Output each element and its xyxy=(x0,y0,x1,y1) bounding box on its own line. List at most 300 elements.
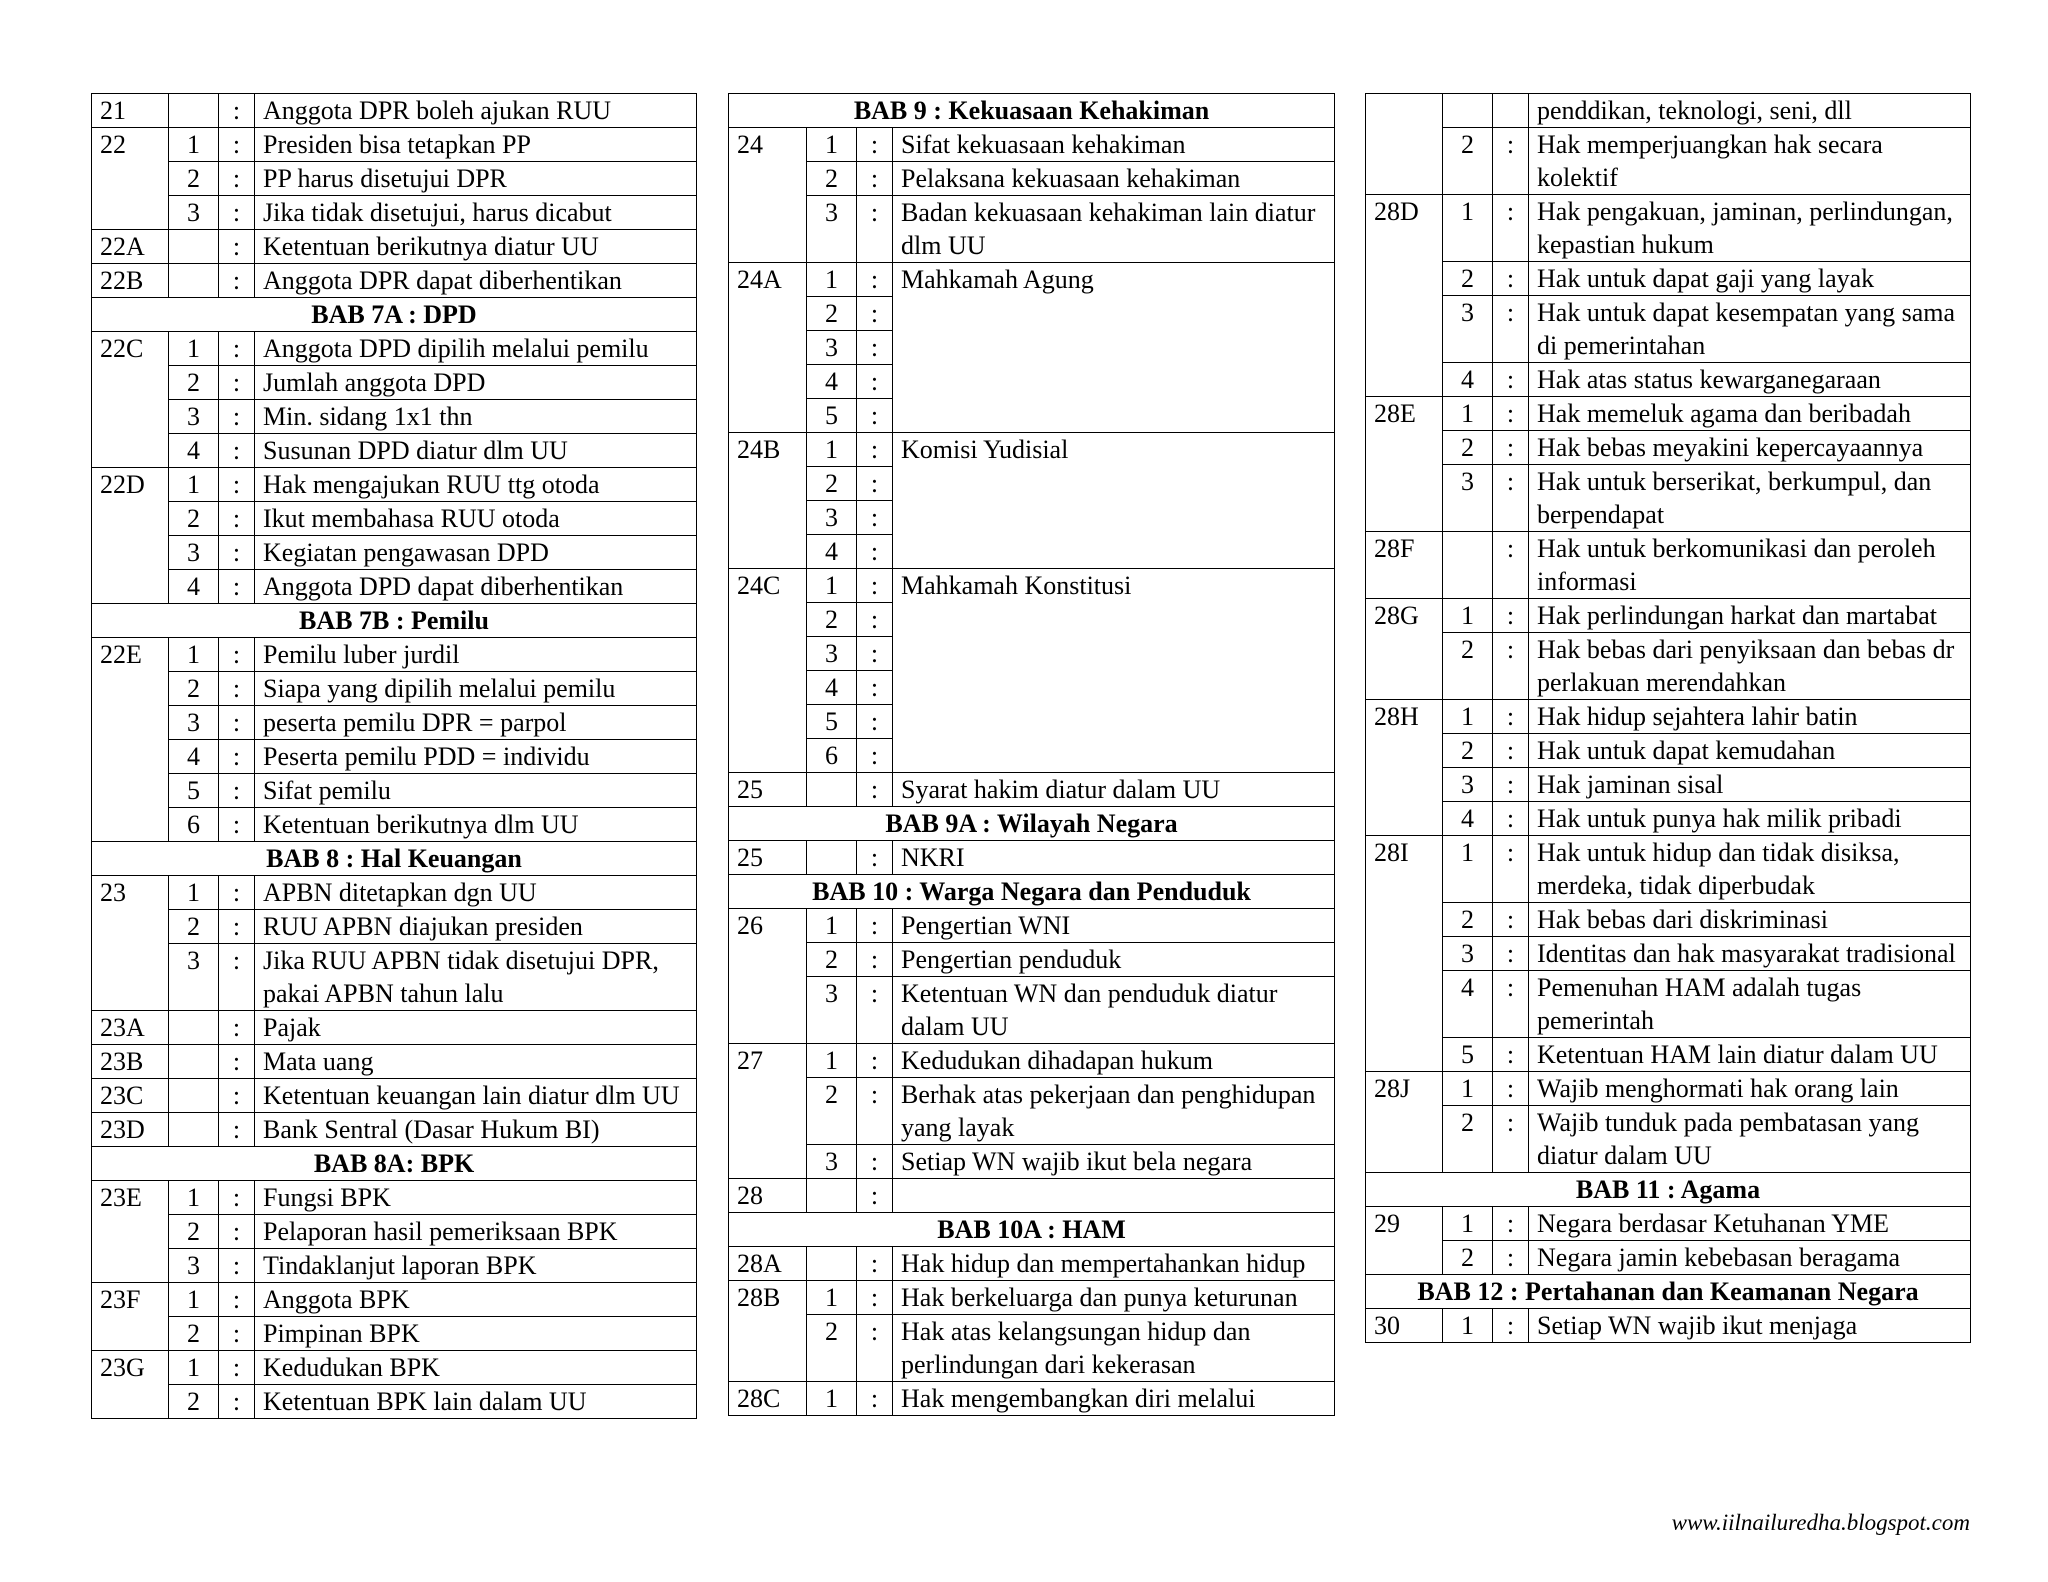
ayat-number xyxy=(1443,94,1493,128)
ayat-number: 3 xyxy=(807,196,857,263)
ayat-number: 1 xyxy=(169,468,219,502)
separator-colon: : xyxy=(857,263,893,297)
separator-colon: : xyxy=(219,672,255,706)
chapter-heading: BAB 12 : Pertahanan dan Keamanan Negara xyxy=(1366,1275,1971,1309)
ayat-number: 2 xyxy=(807,943,857,977)
ayat-number: 3 xyxy=(807,637,857,671)
chapter-heading: BAB 7B : Pemilu xyxy=(92,604,697,638)
ayat-number xyxy=(169,1113,219,1147)
article-description: Negara berdasar Ketuhanan YME xyxy=(1529,1207,1971,1241)
article-description: Presiden bisa tetapkan PP xyxy=(255,128,697,162)
separator-colon: : xyxy=(857,535,893,569)
ayat-number: 3 xyxy=(1443,937,1493,971)
separator-colon: : xyxy=(857,1281,893,1315)
separator-colon: : xyxy=(1493,532,1529,599)
ayat-number: 2 xyxy=(807,467,857,501)
separator-colon: : xyxy=(219,434,255,468)
ayat-number: 1 xyxy=(1443,1207,1493,1241)
table-row xyxy=(729,943,1335,977)
article-description: Anggota DPD dipilih melalui pemilu xyxy=(255,332,697,366)
article-description: Hak untuk dapat kemudahan xyxy=(1529,734,1971,768)
separator-colon: : xyxy=(219,536,255,570)
separator-colon: : xyxy=(1493,1106,1529,1173)
ayat-number: 2 xyxy=(1443,734,1493,768)
pasal-number: 28G xyxy=(1366,599,1443,700)
article-description: Hak memeluk agama dan beribadah xyxy=(1529,397,1971,431)
ayat-number xyxy=(807,841,857,875)
article-description xyxy=(893,1179,1335,1213)
ayat-number: 1 xyxy=(1443,1072,1493,1106)
article-description: Hak hidup sejahtera lahir batin xyxy=(1529,700,1971,734)
table-row xyxy=(729,1281,1335,1315)
article-description: Tindaklanjut laporan BPK xyxy=(255,1249,697,1283)
table-row xyxy=(729,909,1335,943)
article-description: Anggota DPD dapat diberhentikan xyxy=(255,570,697,604)
table-row xyxy=(92,808,697,842)
pasal-number: 22B xyxy=(92,264,169,298)
ayat-number: 3 xyxy=(169,196,219,230)
ayat-number xyxy=(169,1011,219,1045)
chapter-heading: BAB 11 : Agama xyxy=(1366,1173,1971,1207)
pasal-number: 22 xyxy=(92,128,169,230)
article-description: Wajib menghormati hak orang lain xyxy=(1529,1072,1971,1106)
article-description: Hak untuk dapat kesempatan yang sama di pemerintahan xyxy=(1529,296,1971,363)
article-description: Hak atas status kewarganegaraan xyxy=(1529,363,1971,397)
article-description: Ketentuan berikutnya diatur UU xyxy=(255,230,697,264)
article-description: Wajib tunduk pada pembatasan yang diatur dalam UU xyxy=(1529,1106,1971,1173)
separator-colon: : xyxy=(857,977,893,1044)
ayat-number: 1 xyxy=(807,433,857,467)
article-description: Mahkamah Konstitusi xyxy=(893,569,1335,773)
separator-colon: : xyxy=(1493,971,1529,1038)
ayat-number: 2 xyxy=(807,297,857,331)
table-row xyxy=(729,263,1335,297)
separator-colon: : xyxy=(219,400,255,434)
table-row xyxy=(1366,1207,1971,1241)
article-description: Hak untuk berserikat, berkumpul, dan berpendapat xyxy=(1529,465,1971,532)
ayat-number: 1 xyxy=(1443,700,1493,734)
article-description: Kegiatan pengawasan DPD xyxy=(255,536,697,570)
article-description: PP harus disetujui DPR xyxy=(255,162,697,196)
table-row xyxy=(92,1215,697,1249)
table-row xyxy=(92,740,697,774)
table-row xyxy=(92,1181,697,1215)
table-row xyxy=(1366,971,1971,1038)
article-description: Pemenuhan HAM adalah tugas pemerintah xyxy=(1529,971,1971,1038)
table-row xyxy=(729,1145,1335,1179)
ayat-number: 4 xyxy=(807,671,857,705)
table-row xyxy=(729,162,1335,196)
article-description: Setiap WN wajib ikut menjaga xyxy=(1529,1309,1971,1343)
table-row xyxy=(1366,195,1971,262)
ayat-number: 3 xyxy=(807,1145,857,1179)
table-row xyxy=(1366,262,1971,296)
pasal-number: 29 xyxy=(1366,1207,1443,1275)
pasal-number: 28J xyxy=(1366,1072,1443,1173)
table-row xyxy=(1366,1072,1971,1106)
article-description: Kedudukan dihadapan hukum xyxy=(893,1044,1335,1078)
ayat-number: 2 xyxy=(169,1385,219,1419)
table-row xyxy=(1366,128,1971,195)
separator-colon: : xyxy=(219,876,255,910)
pasal-number: 28E xyxy=(1366,397,1443,532)
separator-colon: : xyxy=(857,1145,893,1179)
separator-colon: : xyxy=(1493,1309,1529,1343)
ayat-number: 1 xyxy=(1443,1309,1493,1343)
separator-colon: : xyxy=(1493,262,1529,296)
pasal-number: 27 xyxy=(729,1044,807,1179)
article-description: Jumlah anggota DPD xyxy=(255,366,697,400)
ayat-number: 2 xyxy=(807,603,857,637)
article-description: Susunan DPD diatur dlm UU xyxy=(255,434,697,468)
separator-colon: : xyxy=(219,1079,255,1113)
pasal-number: 23G xyxy=(92,1351,169,1419)
article-description: Hak untuk hidup dan tidak disiksa, merdeka, tidak diperbudak xyxy=(1529,836,1971,903)
separator-colon: : xyxy=(1493,397,1529,431)
separator-colon: : xyxy=(857,196,893,263)
separator-colon: : xyxy=(219,1011,255,1045)
separator-colon: : xyxy=(1493,465,1529,532)
separator-colon: : xyxy=(857,671,893,705)
ayat-number: 3 xyxy=(807,501,857,535)
article-description: Hak memperjuangkan hak secara kolektif xyxy=(1529,128,1971,195)
table-row xyxy=(92,774,697,808)
separator-colon: : xyxy=(857,841,893,875)
ayat-number: 2 xyxy=(169,1215,219,1249)
ayat-number: 2 xyxy=(169,672,219,706)
table-row xyxy=(729,1078,1335,1145)
separator-colon: : xyxy=(219,740,255,774)
table-row xyxy=(1366,802,1971,836)
separator-colon: : xyxy=(1493,296,1529,363)
article-description: Berhak atas pekerjaan dan penghidupan yang layak xyxy=(893,1078,1335,1145)
chapter-header-row xyxy=(729,875,1335,909)
column-3 xyxy=(1365,93,1970,1343)
ayat-number: 3 xyxy=(1443,296,1493,363)
chapter-header-row xyxy=(92,298,697,332)
ayat-number: 2 xyxy=(169,162,219,196)
pasal-number: 23 xyxy=(92,876,169,1011)
separator-colon: : xyxy=(219,1249,255,1283)
footer-url[interactable]: www.iilnailuredha.blogspot.com xyxy=(1671,1510,1970,1535)
ayat-number: 3 xyxy=(169,536,219,570)
ayat-number: 1 xyxy=(1443,836,1493,903)
pasal-number: 23E xyxy=(92,1181,169,1283)
separator-colon: : xyxy=(219,944,255,1011)
table-row xyxy=(1366,836,1971,903)
separator-colon: : xyxy=(1493,599,1529,633)
table-row xyxy=(92,1011,697,1045)
chapter-header-row xyxy=(729,1213,1335,1247)
article-description: Anggota DPR dapat diberhentikan xyxy=(255,264,697,298)
table-row xyxy=(92,1113,697,1147)
pasal-number: 24 xyxy=(729,128,807,263)
ayat-number: 4 xyxy=(169,740,219,774)
pasal-number: 21 xyxy=(92,94,169,128)
table-row xyxy=(729,841,1335,875)
separator-colon: : xyxy=(1493,633,1529,700)
ayat-number: 1 xyxy=(169,638,219,672)
table-row xyxy=(92,366,697,400)
table-row xyxy=(729,1247,1335,1281)
separator-colon: : xyxy=(857,331,893,365)
separator-colon xyxy=(1493,94,1529,128)
pasal-number: 22A xyxy=(92,230,169,264)
ayat-number: 5 xyxy=(807,705,857,739)
article-description: Ketentuan keuangan lain diatur dlm UU xyxy=(255,1079,697,1113)
ayat-number: 2 xyxy=(169,910,219,944)
chapter-heading: BAB 9A : Wilayah Negara xyxy=(729,807,1335,841)
separator-colon: : xyxy=(857,297,893,331)
article-description: Hak bebas meyakini kepercayaannya xyxy=(1529,431,1971,465)
table-row xyxy=(1366,1309,1971,1343)
ayat-number xyxy=(807,1179,857,1213)
ayat-number: 1 xyxy=(169,1181,219,1215)
article-description: Mata uang xyxy=(255,1045,697,1079)
pasal-number: 28 xyxy=(729,1179,807,1213)
article-description: Anggota DPR boleh ajukan RUU xyxy=(255,94,697,128)
article-description: peserta pemilu DPR = parpol xyxy=(255,706,697,740)
pasal-number: 28B xyxy=(729,1281,807,1382)
ayat-number xyxy=(169,230,219,264)
pasal-number xyxy=(1366,94,1443,195)
separator-colon: : xyxy=(1493,1207,1529,1241)
separator-colon: : xyxy=(1493,903,1529,937)
table-row xyxy=(92,1351,697,1385)
table-row xyxy=(1366,1106,1971,1173)
table-row xyxy=(1366,1038,1971,1072)
article-description: Hak hidup dan mempertahankan hidup xyxy=(893,1247,1335,1281)
ayat-number: 4 xyxy=(807,535,857,569)
chapter-heading: BAB 10 : Warga Negara dan Penduduk xyxy=(729,875,1335,909)
table-row xyxy=(92,1249,697,1283)
separator-colon: : xyxy=(857,705,893,739)
separator-colon: : xyxy=(1493,734,1529,768)
article-table xyxy=(1365,93,1971,1343)
chapter-header-row xyxy=(92,842,697,876)
ayat-number: 2 xyxy=(1443,431,1493,465)
article-description: Ketentuan BPK lain dalam UU xyxy=(255,1385,697,1419)
article-description: Hak bebas dari penyiksaan dan bebas dr perlakuan merendahkan xyxy=(1529,633,1971,700)
separator-colon: : xyxy=(219,1351,255,1385)
pasal-number: 28A xyxy=(729,1247,807,1281)
table-row xyxy=(92,672,697,706)
ayat-number: 4 xyxy=(169,570,219,604)
separator-colon: : xyxy=(1493,195,1529,262)
article-description: Hak mengajukan RUU ttg otoda xyxy=(255,468,697,502)
separator-colon: : xyxy=(1493,700,1529,734)
ayat-number: 1 xyxy=(807,263,857,297)
table-row xyxy=(1366,1241,1971,1275)
ayat-number xyxy=(807,1247,857,1281)
table-row xyxy=(1366,903,1971,937)
pasal-number: 28F xyxy=(1366,532,1443,599)
separator-colon: : xyxy=(219,706,255,740)
article-description: Hak untuk dapat gaji yang layak xyxy=(1529,262,1971,296)
separator-colon: : xyxy=(857,1179,893,1213)
separator-colon: : xyxy=(1493,768,1529,802)
ayat-number: 2 xyxy=(807,162,857,196)
table-row xyxy=(92,1045,697,1079)
article-description: Pemilu luber jurdil xyxy=(255,638,697,672)
ayat-number: 2 xyxy=(1443,1106,1493,1173)
pasal-number: 30 xyxy=(1366,1309,1443,1343)
pasal-number: 22E xyxy=(92,638,169,842)
table-row xyxy=(92,1283,697,1317)
separator-colon: : xyxy=(219,910,255,944)
article-description: Pengertian penduduk xyxy=(893,943,1335,977)
separator-colon: : xyxy=(1493,1038,1529,1072)
ayat-number: 3 xyxy=(807,331,857,365)
article-description: Ikut membahasa RUU otoda xyxy=(255,502,697,536)
table-row xyxy=(1366,633,1971,700)
chapter-header-row xyxy=(92,604,697,638)
table-row xyxy=(729,128,1335,162)
separator-colon: : xyxy=(857,162,893,196)
ayat-number: 1 xyxy=(169,128,219,162)
table-row xyxy=(92,162,697,196)
ayat-number: 2 xyxy=(1443,1241,1493,1275)
table-row xyxy=(1366,397,1971,431)
separator-colon: : xyxy=(219,808,255,842)
chapter-header-row xyxy=(92,1147,697,1181)
ayat-number xyxy=(169,94,219,128)
chapter-header-row xyxy=(1366,1173,1971,1207)
pasal-number: 24B xyxy=(729,433,807,569)
separator-colon: : xyxy=(1493,836,1529,903)
separator-colon: : xyxy=(857,1247,893,1281)
article-description: Pimpinan BPK xyxy=(255,1317,697,1351)
article-description: Hak mengembangkan diri melalui xyxy=(893,1382,1335,1416)
table-row xyxy=(729,1044,1335,1078)
pasal-number: 22D xyxy=(92,468,169,604)
separator-colon: : xyxy=(219,332,255,366)
table-row xyxy=(92,1317,697,1351)
article-description: Pengertian WNI xyxy=(893,909,1335,943)
separator-colon: : xyxy=(857,1078,893,1145)
article-description: Ketentuan berikutnya dlm UU xyxy=(255,808,697,842)
ayat-number: 3 xyxy=(807,977,857,1044)
table-row xyxy=(92,332,697,366)
separator-colon: : xyxy=(1493,1072,1529,1106)
separator-colon: : xyxy=(857,603,893,637)
table-row xyxy=(92,94,697,128)
table-row xyxy=(1366,734,1971,768)
table-row xyxy=(1366,431,1971,465)
ayat-number: 3 xyxy=(169,706,219,740)
table-row xyxy=(1366,599,1971,633)
chapter-header-row xyxy=(1366,1275,1971,1309)
ayat-number: 1 xyxy=(1443,195,1493,262)
ayat-number: 1 xyxy=(807,1281,857,1315)
pasal-number: 24A xyxy=(729,263,807,433)
article-description: Sifat pemilu xyxy=(255,774,697,808)
ayat-number: 1 xyxy=(1443,599,1493,633)
article-description: Badan kekuasaan kehakiman lain diatur dlm UU xyxy=(893,196,1335,263)
ayat-number: 2 xyxy=(1443,633,1493,700)
article-description: Anggota BPK xyxy=(255,1283,697,1317)
table-row xyxy=(92,468,697,502)
ayat-number: 6 xyxy=(169,808,219,842)
separator-colon: : xyxy=(857,569,893,603)
separator-colon: : xyxy=(219,1215,255,1249)
article-description: Syarat hakim diatur dalam UU xyxy=(893,773,1335,807)
article-table xyxy=(728,93,1335,1416)
separator-colon: : xyxy=(219,1385,255,1419)
ayat-number: 1 xyxy=(169,332,219,366)
table-row xyxy=(92,706,697,740)
article-description: Pelaksana kekuasaan kehakiman xyxy=(893,162,1335,196)
pasal-number: 23B xyxy=(92,1045,169,1079)
ayat-number: 4 xyxy=(807,365,857,399)
ayat-number: 4 xyxy=(169,434,219,468)
separator-colon: : xyxy=(857,1044,893,1078)
article-description: Pajak xyxy=(255,1011,697,1045)
separator-colon: : xyxy=(219,570,255,604)
separator-colon: : xyxy=(1493,363,1529,397)
table-row xyxy=(729,773,1335,807)
article-description: Hak untuk berkomunikasi dan peroleh informasi xyxy=(1529,532,1971,599)
ayat-number: 1 xyxy=(807,128,857,162)
separator-colon: : xyxy=(219,94,255,128)
table-row xyxy=(1366,465,1971,532)
article-description: Setiap WN wajib ikut bela negara xyxy=(893,1145,1335,1179)
article-description: NKRI xyxy=(893,841,1335,875)
separator-colon: : xyxy=(857,365,893,399)
pasal-number: 23F xyxy=(92,1283,169,1351)
ayat-number xyxy=(169,1045,219,1079)
table-row xyxy=(1366,94,1971,128)
table-row xyxy=(92,1079,697,1113)
article-description: Jika tidak disetujui, harus dicabut xyxy=(255,196,697,230)
separator-colon: : xyxy=(219,468,255,502)
article-description: Ketentuan WN dan penduduk diatur dalam UU xyxy=(893,977,1335,1044)
separator-colon: : xyxy=(857,399,893,433)
separator-colon: : xyxy=(219,1283,255,1317)
separator-colon: : xyxy=(219,366,255,400)
article-description: Peserta pemilu PDD = individu xyxy=(255,740,697,774)
separator-colon: : xyxy=(857,637,893,671)
article-description: Jika RUU APBN tidak disetujui DPR, pakai APBN tahun lalu xyxy=(255,944,697,1011)
chapter-heading: BAB 8 : Hal Keuangan xyxy=(92,842,697,876)
article-description: Pelaporan hasil pemeriksaan BPK xyxy=(255,1215,697,1249)
article-description: Bank Sentral (Dasar Hukum BI) xyxy=(255,1113,697,1147)
column-1 xyxy=(91,93,696,1419)
table-row xyxy=(729,1315,1335,1382)
separator-colon: : xyxy=(857,433,893,467)
article-description: Kedudukan BPK xyxy=(255,1351,697,1385)
separator-colon: : xyxy=(1493,802,1529,836)
chapter-heading: BAB 10A : HAM xyxy=(729,1213,1335,1247)
article-description: Fungsi BPK xyxy=(255,1181,697,1215)
ayat-number: 3 xyxy=(1443,465,1493,532)
article-description: Hak pengakuan, jaminan, perlindungan, kepastian hukum xyxy=(1529,195,1971,262)
ayat-number: 1 xyxy=(807,569,857,603)
table-row xyxy=(1366,296,1971,363)
article-description: Min. sidang 1x1 thn xyxy=(255,400,697,434)
table-row xyxy=(1366,937,1971,971)
article-description: APBN ditetapkan dgn UU xyxy=(255,876,697,910)
ayat-number: 3 xyxy=(169,944,219,1011)
ayat-number: 2 xyxy=(1443,903,1493,937)
separator-colon: : xyxy=(219,230,255,264)
separator-colon: : xyxy=(857,128,893,162)
separator-colon: : xyxy=(857,467,893,501)
ayat-number: 2 xyxy=(1443,262,1493,296)
ayat-number: 3 xyxy=(169,1249,219,1283)
ayat-number: 2 xyxy=(807,1078,857,1145)
separator-colon: : xyxy=(857,739,893,773)
